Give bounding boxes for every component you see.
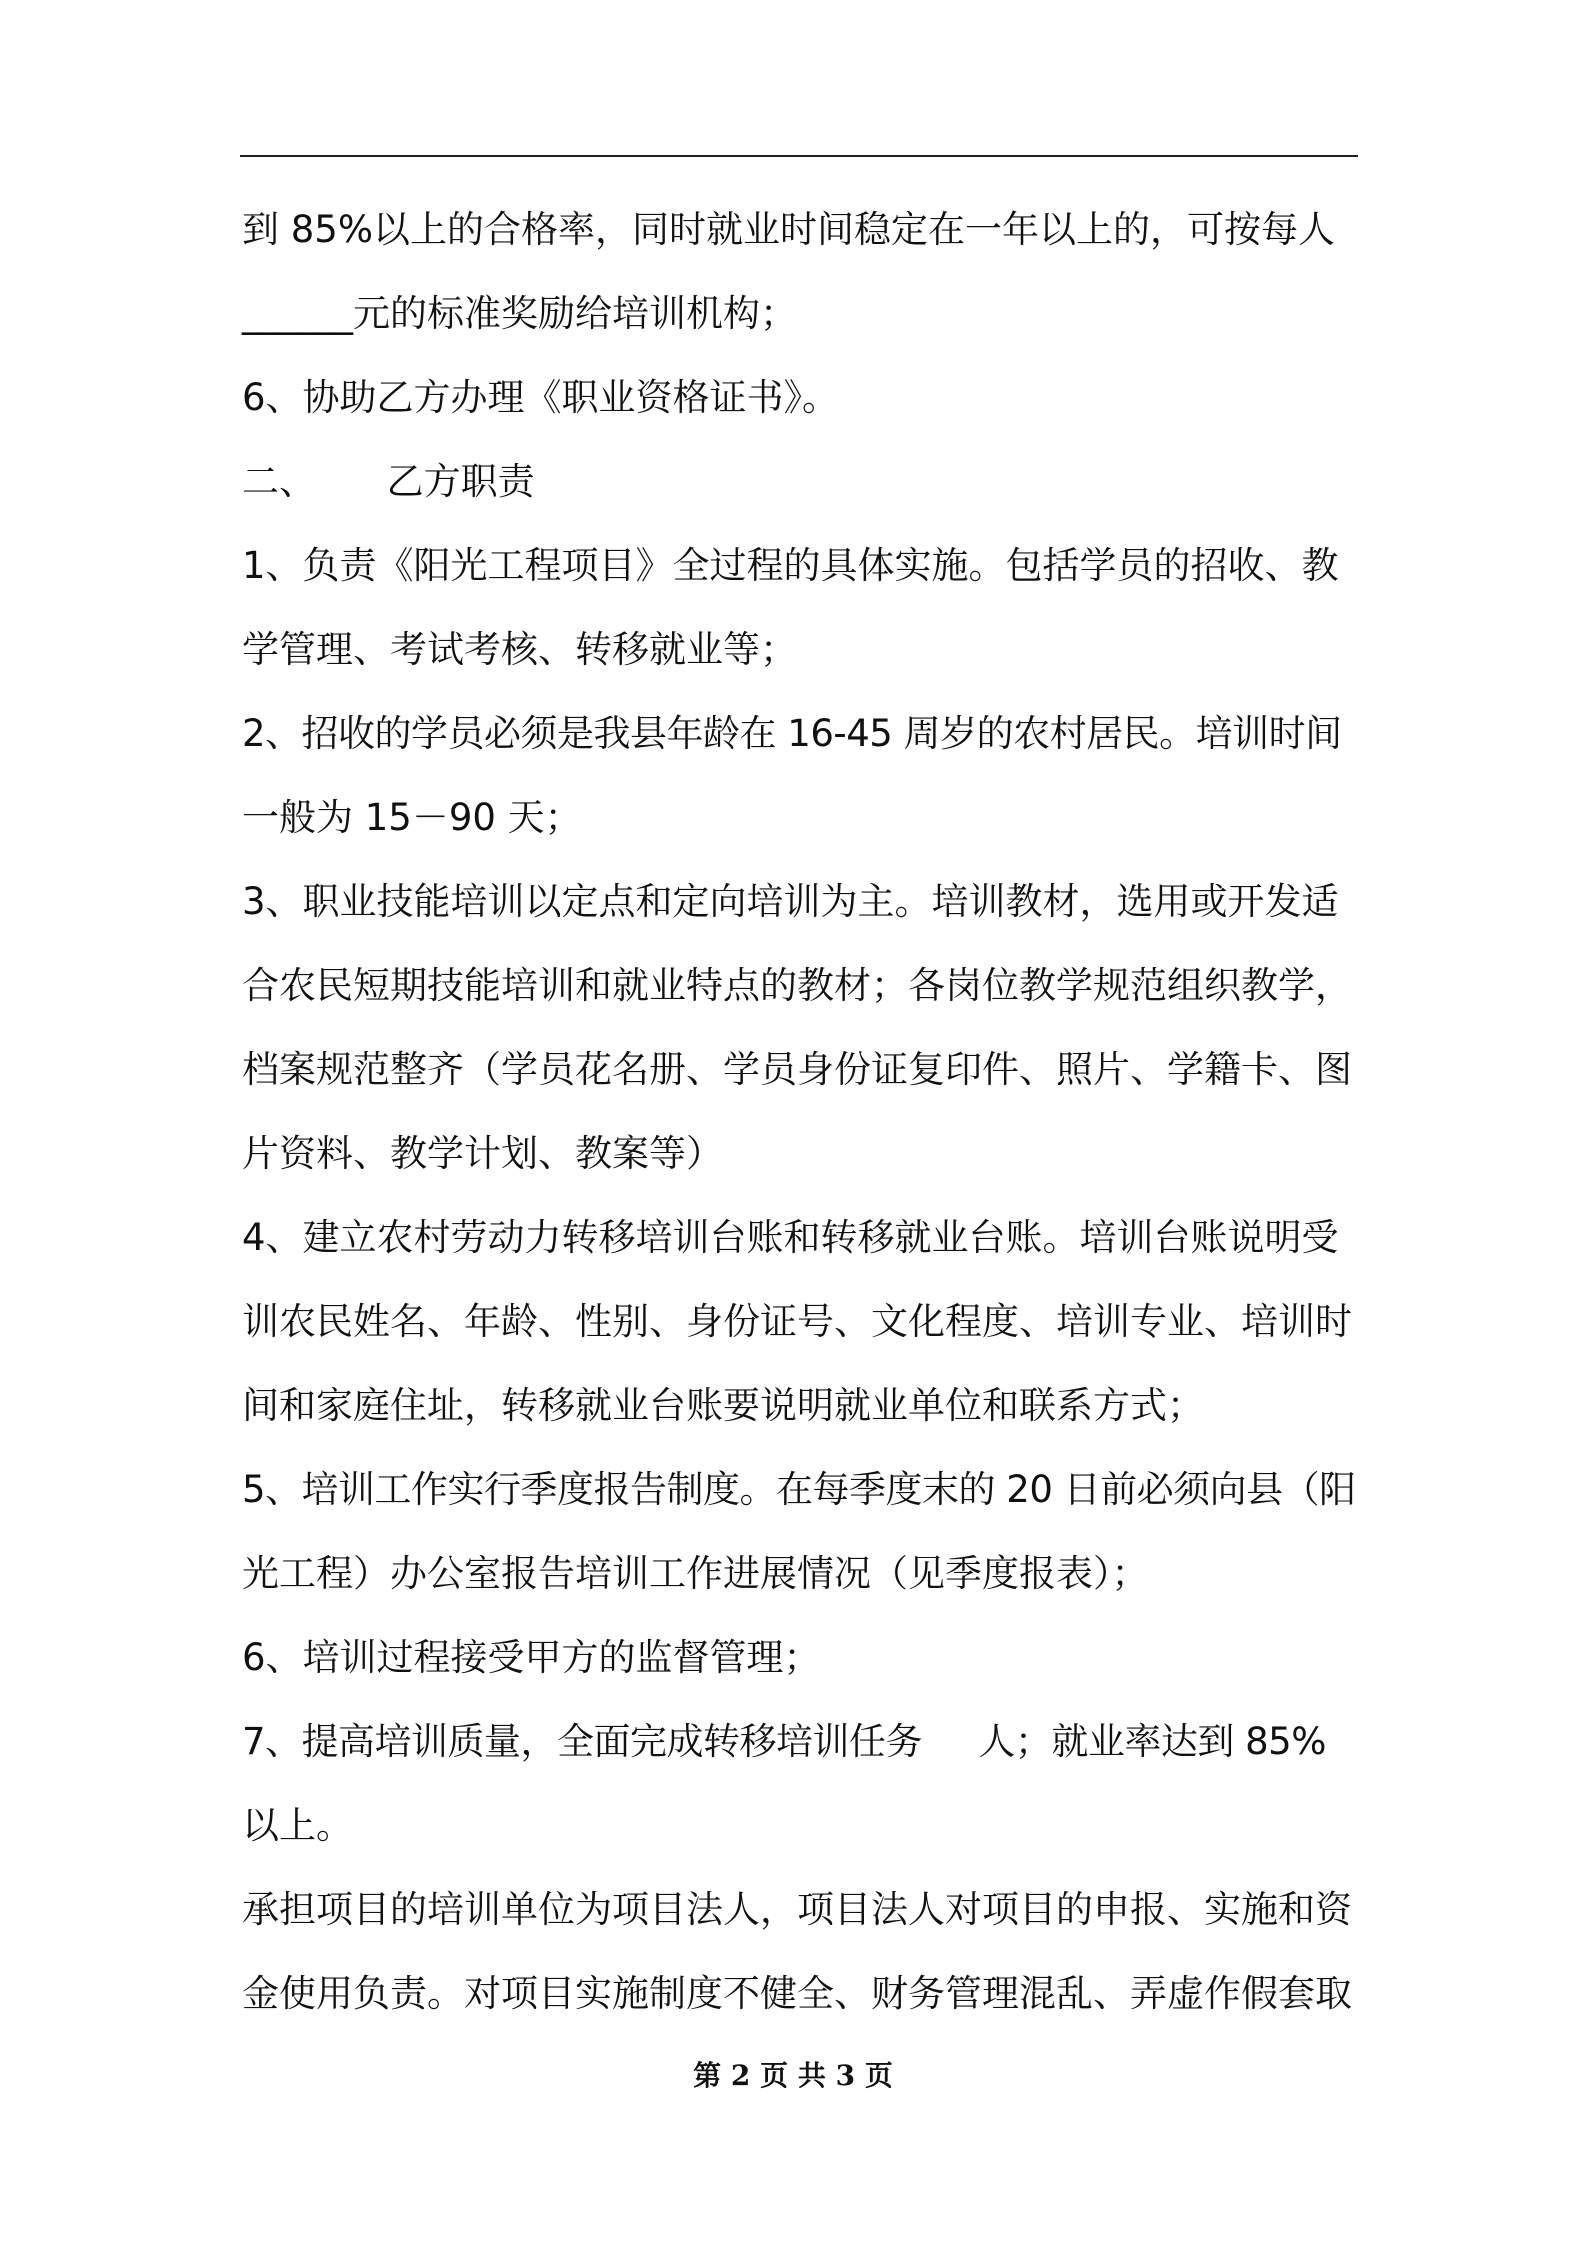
text-line: 5、培训工作实行季度报告制度。在每季度末的 20 日前必须向县（阳 [242,1468,1356,1511]
text-line: 以上。 [242,1804,353,1847]
text-line: 承担项目的培训单位为项目法人，项目法人对项目的申报、实施和资 [242,1888,1352,1931]
text-line: 训农民姓名、年龄、性别、身份证号、文化程度、培训专业、培训时 [242,1300,1352,1343]
text-line: 6、协助乙方办理《职业资格证书》。 [242,376,840,419]
text-line: 2、招收的学员必须是我县年龄在 16-45 周岁的农村居民。培训时间 [242,712,1342,755]
section-heading: 二、 乙方职责 [242,460,535,503]
text-line: 间和家庭住址，转移就业台账要说明就业单位和联系方式； [242,1384,1204,1427]
text-line: 7、提高培训质量，全面完成转移培训任务 人；就业率达到 85% [242,1720,1326,1763]
text-line: 3、职业技能培训以定点和定向培训为主。培训教材，选用或开发适 [242,880,1339,923]
text-line: 档案规范整齐（学员花名册、学员身份证复印件、照片、学籍卡、图 [242,1048,1352,1091]
text-line: ______元的标准奖励给培训机构； [242,292,797,335]
text-line: 一般为 15－90 天； [242,796,582,839]
text-line: 到 85%以上的合格率，同时就业时间稳定在一年以上的，可按每人 [242,208,1335,251]
text-line: 片资料、教学计划、教案等） [242,1132,723,1175]
text-line: 合农民短期技能培训和就业特点的教材；各岗位教学规范组织教学， [242,964,1352,1007]
text-line: 6、培训过程接受甲方的监督管理； [242,1636,821,1679]
text-line: 光工程）办公室报告培训工作进展情况（见季度报表）； [242,1552,1149,1595]
header-rule [240,155,1358,157]
text-line: 金使用负责。对项目实施制度不健全、财务管理混乱、弄虚作假套取 [242,1972,1352,2015]
page-footer: 第 2 页 共 3 页 [693,2059,893,2092]
text-line: 学管理、考试考核、转移就业等； [242,628,797,671]
text-line: 1、负责《阳光工程项目》全过程的具体实施。包括学员的招收、教 [242,544,1339,587]
body-text [242,188,1358,2036]
text-line: 4、建立农村劳动力转移培训台账和转移就业台账。培训台账说明受 [242,1216,1339,1259]
